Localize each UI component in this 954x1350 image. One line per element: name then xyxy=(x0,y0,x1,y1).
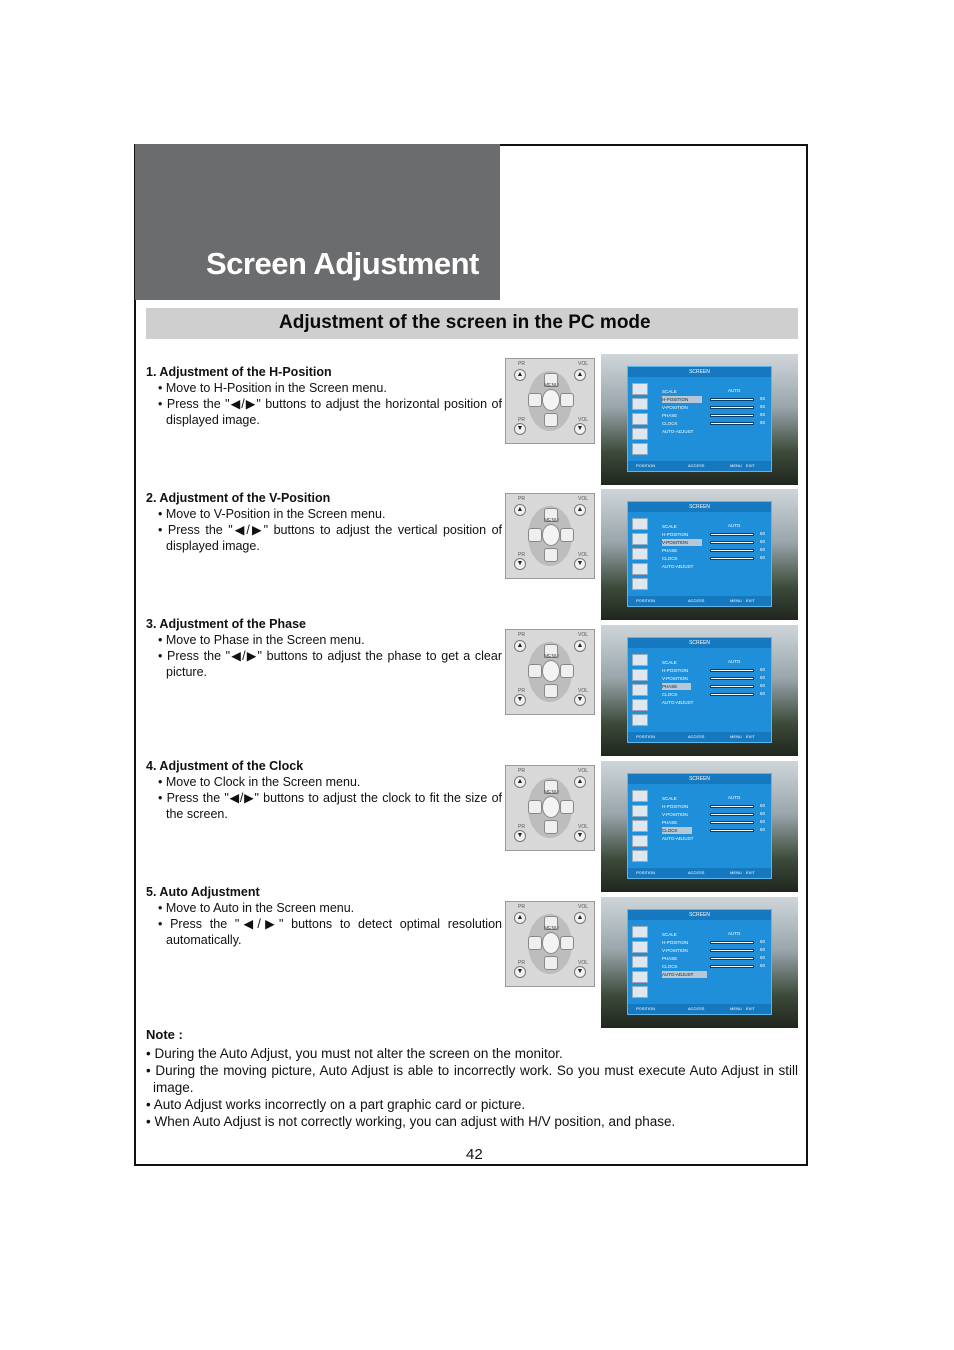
instruction-section xyxy=(146,490,502,554)
menu-label: MENU xyxy=(544,926,559,932)
section-heading: 3. Adjustment of the Phase xyxy=(146,617,306,631)
osd-icon-column xyxy=(632,518,652,594)
osd-header: SCREEN xyxy=(628,774,771,784)
osd-footer-position: POSITION xyxy=(636,870,656,875)
pr-up-button: ▲ xyxy=(514,640,526,652)
osd-menu-row: V-POSITION xyxy=(662,812,688,817)
vol-up-button: ▲ xyxy=(574,504,586,516)
osd-value: 50 xyxy=(760,539,766,544)
pr-down-button: ▼ xyxy=(514,423,526,435)
osd-menu-row: AUTO-ADJUST xyxy=(662,429,694,434)
remote-control-image xyxy=(505,629,595,715)
osd-menu-row: AUTO-ADJUST xyxy=(662,564,694,569)
osd-value: 50 xyxy=(760,667,766,672)
osd-scale-value: AUTO xyxy=(728,931,741,936)
section-heading: 4. Adjustment of the Clock xyxy=(146,759,304,773)
osd-slider xyxy=(710,414,754,417)
vol-down-button: ▼ xyxy=(574,694,586,706)
remote-control-image xyxy=(505,765,595,851)
osd-screenshot xyxy=(601,625,798,756)
osd-slider xyxy=(710,533,754,536)
vol-label: VOL xyxy=(578,632,589,638)
osd-value: 50 xyxy=(760,683,766,688)
osd-footer-access: ACCESS xyxy=(688,734,705,739)
instruction-bullet: • Press the "◀/▶" buttons to adjust the horizontal position of displayed image. xyxy=(158,397,502,427)
note-item: • During the moving picture, Auto Adjust is able to incorrectly work. So you must execute Auto Adjust in still image. xyxy=(146,1063,798,1095)
menu-label: MENU xyxy=(544,518,559,524)
pr-down-button: ▼ xyxy=(514,830,526,842)
remote-control-image xyxy=(505,493,595,579)
section-heading: 2. Adjustment of the V-Position xyxy=(146,491,331,505)
osd-header: SCREEN xyxy=(628,910,771,920)
osd-footer-menu: MENU xyxy=(730,734,742,739)
osd-menu-row: AUTO-ADJUST xyxy=(662,836,694,841)
osd-screenshot xyxy=(601,354,798,485)
osd-slider xyxy=(710,541,754,544)
pr-label: PR xyxy=(518,496,525,502)
osd-slider xyxy=(710,813,754,816)
center-key xyxy=(542,932,560,954)
right-key xyxy=(560,800,574,814)
vol-up-button: ▲ xyxy=(574,776,586,788)
osd-menu xyxy=(627,909,772,1015)
osd-footer-access: ACCESS xyxy=(688,1006,705,1011)
osd-footer-position: POSITION xyxy=(636,1006,656,1011)
right-key xyxy=(560,664,574,678)
vol-label: VOL xyxy=(578,417,589,423)
pr-label: PR xyxy=(518,417,525,423)
vol-label: VOL xyxy=(578,824,589,830)
osd-menu-row: V-POSITION xyxy=(662,405,688,410)
page-number: 42 xyxy=(466,1146,483,1163)
page-title: Screen Adjustment xyxy=(206,246,479,281)
osd-value: 50 xyxy=(760,547,766,552)
note-item: • When Auto Adjust is not correctly working, you can adjust with H/V position, and phase. xyxy=(146,1114,676,1129)
osd-footer xyxy=(628,868,771,878)
down-key xyxy=(544,684,558,698)
osd-menu xyxy=(627,501,772,607)
left-key xyxy=(528,528,542,542)
osd-scale-value: AUTO xyxy=(728,795,741,800)
osd-slider xyxy=(710,965,754,968)
osd-screenshot xyxy=(601,897,798,1028)
osd-icon-column xyxy=(632,654,652,730)
pr-label: PR xyxy=(518,688,525,694)
osd-value: 50 xyxy=(760,396,766,401)
center-key xyxy=(542,524,560,546)
note-block xyxy=(146,1026,798,1130)
right-key xyxy=(560,393,574,407)
down-key xyxy=(544,820,558,834)
osd-footer-access: ACCESS xyxy=(688,870,705,875)
osd-screenshot xyxy=(601,761,798,892)
menu-label: MENU xyxy=(544,654,559,660)
pr-label: PR xyxy=(518,824,525,830)
remote-control-image xyxy=(505,901,595,987)
osd-slider xyxy=(710,957,754,960)
vol-label: VOL xyxy=(578,552,589,558)
center-key xyxy=(542,796,560,818)
center-key xyxy=(542,389,560,411)
osd-header: SCREEN xyxy=(628,367,771,377)
osd-value: 50 xyxy=(760,555,766,560)
down-key xyxy=(544,413,558,427)
osd-footer-exit: EXIT xyxy=(746,1006,755,1011)
osd-footer-position: POSITION xyxy=(636,598,656,603)
vol-label: VOL xyxy=(578,688,589,694)
osd-slider xyxy=(710,557,754,560)
section-heading: 5. Auto Adjustment xyxy=(146,885,260,899)
pr-label: PR xyxy=(518,960,525,966)
vol-up-button: ▲ xyxy=(574,640,586,652)
instruction-bullet: • Move to H-Position in the Screen menu. xyxy=(158,381,387,395)
osd-value: 50 xyxy=(760,963,766,968)
osd-scale-value: AUTO xyxy=(728,659,741,664)
instruction-bullet: • Press the "◀/▶" buttons to adjust the vertical position of displayed image. xyxy=(158,523,502,553)
vol-down-button: ▼ xyxy=(574,966,586,978)
osd-slider xyxy=(710,685,754,688)
instruction-section xyxy=(146,884,502,948)
pr-up-button: ▲ xyxy=(514,776,526,788)
vol-label: VOL xyxy=(578,361,589,367)
osd-slider xyxy=(710,829,754,832)
note-item: • During the Auto Adjust, you must not alter the screen on the monitor. xyxy=(146,1046,563,1061)
pr-label: PR xyxy=(518,768,525,774)
note-item: • Auto Adjust works incorrectly on a part graphic card or picture. xyxy=(146,1097,526,1112)
osd-menu-row: H-POSITION xyxy=(662,396,702,403)
vol-up-button: ▲ xyxy=(574,912,586,924)
osd-icon-column xyxy=(632,383,652,459)
note-heading: Note : xyxy=(146,1027,183,1042)
left-key xyxy=(528,936,542,950)
osd-slider xyxy=(710,669,754,672)
pr-label: PR xyxy=(518,361,525,367)
osd-scale-value: AUTO xyxy=(728,523,741,528)
osd-value: 50 xyxy=(760,947,766,952)
osd-slider xyxy=(710,949,754,952)
osd-value: 50 xyxy=(760,675,766,680)
osd-value: 50 xyxy=(760,939,766,944)
osd-menu-row: SCALE xyxy=(662,389,677,394)
osd-menu-row: SCALE xyxy=(662,796,677,801)
pr-up-button: ▲ xyxy=(514,504,526,516)
osd-menu xyxy=(627,637,772,743)
osd-value: 50 xyxy=(760,531,766,536)
pr-down-button: ▼ xyxy=(514,966,526,978)
instruction-section xyxy=(146,616,502,680)
vol-label: VOL xyxy=(578,768,589,774)
vol-label: VOL xyxy=(578,904,589,910)
osd-slider xyxy=(710,549,754,552)
osd-value: 50 xyxy=(760,827,766,832)
osd-footer-menu: MENU xyxy=(730,463,742,468)
osd-menu-row: CLOCK xyxy=(662,964,678,969)
osd-slider xyxy=(710,422,754,425)
osd-menu-row: H-POSITION xyxy=(662,668,689,673)
instruction-bullet: • Move to Phase in the Screen menu. xyxy=(158,633,365,647)
instruction-bullet: • Press the "◀/▶" buttons to adjust the phase to get a clear picture. xyxy=(158,649,502,679)
pr-down-button: ▼ xyxy=(514,558,526,570)
osd-footer-position: POSITION xyxy=(636,734,656,739)
pr-label: PR xyxy=(518,904,525,910)
section-heading: 1. Adjustment of the H-Position xyxy=(146,365,332,379)
left-key xyxy=(528,800,542,814)
osd-slider xyxy=(710,398,754,401)
center-key xyxy=(542,660,560,682)
osd-menu-row: CLOCK xyxy=(662,827,692,834)
section-subtitle: Adjustment of the screen in the PC mode xyxy=(279,312,651,333)
osd-footer-access: ACCESS xyxy=(688,598,705,603)
right-key xyxy=(560,936,574,950)
osd-slider xyxy=(710,677,754,680)
osd-footer-exit: EXIT xyxy=(746,463,755,468)
osd-footer-menu: MENU xyxy=(730,1006,742,1011)
menu-label: MENU xyxy=(544,383,559,389)
osd-footer-menu: MENU xyxy=(730,598,742,603)
osd-menu-row: AUTO-ADJUST xyxy=(662,700,694,705)
down-key xyxy=(544,956,558,970)
remote-control-image xyxy=(505,358,595,444)
osd-slider xyxy=(710,805,754,808)
osd-menu-row: SCALE xyxy=(662,660,677,665)
osd-footer xyxy=(628,1004,771,1014)
osd-menu xyxy=(627,773,772,879)
osd-icon-column xyxy=(632,926,652,1002)
osd-footer xyxy=(628,732,771,742)
osd-menu-row: V-POSITION xyxy=(662,539,702,546)
pr-label: PR xyxy=(518,552,525,558)
osd-footer-position: POSITION xyxy=(636,463,656,468)
osd-menu-row: V-POSITION xyxy=(662,676,688,681)
osd-value: 50 xyxy=(760,819,766,824)
osd-value: 50 xyxy=(760,691,766,696)
left-key xyxy=(528,664,542,678)
osd-screenshot xyxy=(601,489,798,620)
pr-up-button: ▲ xyxy=(514,369,526,381)
pr-label: PR xyxy=(518,632,525,638)
osd-footer xyxy=(628,596,771,606)
osd-footer-exit: EXIT xyxy=(746,734,755,739)
osd-value: 50 xyxy=(760,404,766,409)
osd-slider xyxy=(710,693,754,696)
osd-menu-row: AUTO-ADJUST xyxy=(662,971,707,978)
osd-scale-value: AUTO xyxy=(728,388,741,393)
vol-down-button: ▼ xyxy=(574,423,586,435)
instruction-bullet: • Move to Auto in the Screen menu. xyxy=(158,901,355,915)
osd-slider xyxy=(710,941,754,944)
pr-up-button: ▲ xyxy=(514,912,526,924)
osd-menu-row: H-POSITION xyxy=(662,532,689,537)
vol-label: VOL xyxy=(578,496,589,502)
osd-value: 50 xyxy=(760,803,766,808)
osd-menu xyxy=(627,366,772,472)
osd-value: 50 xyxy=(760,811,766,816)
osd-menu-row: PHASE xyxy=(662,956,678,961)
osd-menu-row: SCALE xyxy=(662,524,677,529)
left-key xyxy=(528,393,542,407)
pr-down-button: ▼ xyxy=(514,694,526,706)
osd-menu-row: CLOCK xyxy=(662,421,678,426)
osd-footer-exit: EXIT xyxy=(746,870,755,875)
osd-value: 50 xyxy=(760,420,766,425)
osd-menu-row: CLOCK xyxy=(662,692,678,697)
instruction-bullet: • Press the "◀/▶" buttons to detect optimal resolution automatically. xyxy=(158,917,502,947)
right-key xyxy=(560,528,574,542)
instruction-section xyxy=(146,758,502,822)
osd-value: 50 xyxy=(760,955,766,960)
osd-menu-row: PHASE xyxy=(662,548,678,553)
vol-up-button: ▲ xyxy=(574,369,586,381)
osd-menu-row: V-POSITION xyxy=(662,948,688,953)
osd-icon-column xyxy=(632,790,652,866)
osd-menu-row: PHASE xyxy=(662,683,691,690)
osd-footer-menu: MENU xyxy=(730,870,742,875)
osd-footer-access: ACCESS xyxy=(688,463,705,468)
osd-menu-row: PHASE xyxy=(662,413,678,418)
vol-down-button: ▼ xyxy=(574,558,586,570)
osd-footer xyxy=(628,461,771,471)
osd-menu-row: SCALE xyxy=(662,932,677,937)
osd-value: 50 xyxy=(760,412,766,417)
vol-label: VOL xyxy=(578,960,589,966)
osd-menu-row: H-POSITION xyxy=(662,804,689,809)
osd-slider xyxy=(710,406,754,409)
instruction-section xyxy=(146,364,502,428)
instruction-bullet: • Press the "◀/▶" buttons to adjust the clock to fit the size of the screen. xyxy=(158,791,502,821)
osd-menu-row: PHASE xyxy=(662,820,678,825)
vol-down-button: ▼ xyxy=(574,830,586,842)
instruction-bullet: • Move to V-Position in the Screen menu. xyxy=(158,507,386,521)
menu-label: MENU xyxy=(544,790,559,796)
instruction-bullet: • Move to Clock in the Screen menu. xyxy=(158,775,361,789)
osd-menu-row: H-POSITION xyxy=(662,940,689,945)
osd-header: SCREEN xyxy=(628,502,771,512)
osd-footer-exit: EXIT xyxy=(746,598,755,603)
osd-header: SCREEN xyxy=(628,638,771,648)
osd-slider xyxy=(710,821,754,824)
down-key xyxy=(544,548,558,562)
osd-menu-row: CLOCK xyxy=(662,556,678,561)
